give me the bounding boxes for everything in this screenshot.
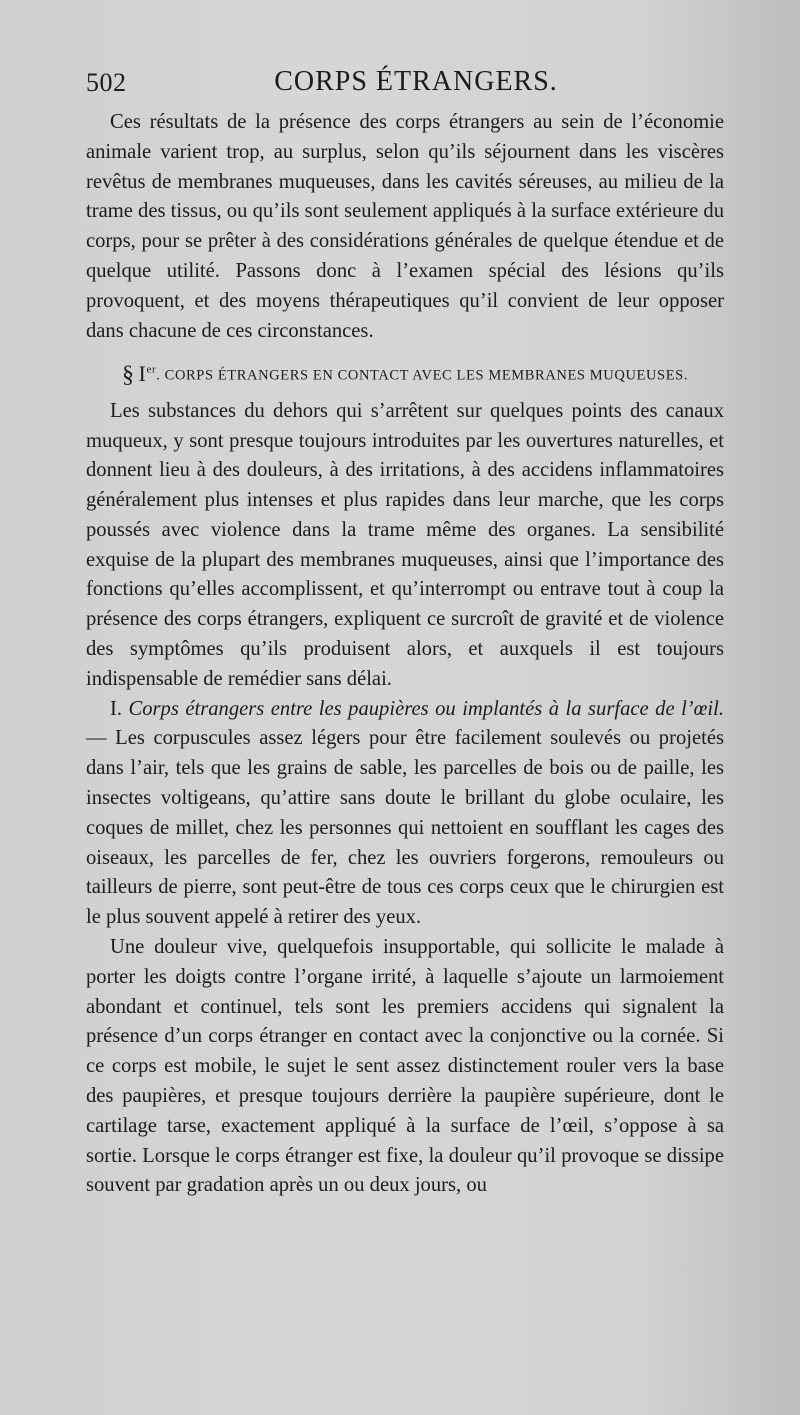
section-title: . CORPS ÉTRANGERS EN CONTACT AVEC LES MEMBRANES MUQUEUSES.	[156, 367, 689, 384]
section-number	[139, 361, 157, 386]
section-number-suffix: er	[146, 363, 157, 376]
paragraph-1: Ces résultats de la présence des corps étrangers au sein de l’économie animale varient trop, au surplus, selon qu’ils séjournent dans les viscères revêtus de membranes muqueuses, dans les cavités séreuses, au milieu de la trame des tissus, ou qu’ils sont seulement appliqués à la surface extérieure du corps, pour se prêter à des considérations générales de quelque étendue et de quelque utilité. Passons donc à l’examen spécial des lésions qu’ils provoquent, et des moyens thérapeutiques qu’il convient de leur opposer dans chacune de ces circonstances.	[86, 111, 724, 342]
paragraph-3-italic-title: Corps étrangers entre les paupières ou implantés à la surface de l’œil.	[128, 697, 724, 720]
page-number: 502	[86, 68, 127, 97]
paragraph-3-label: I.	[110, 697, 129, 720]
page-header	[86, 64, 726, 104]
paragraph-2: Les substances du dehors qui s’arrêtent sur quelques points des canaux muqueux, y sont presque toujours introduites par les ouvertures naturelles, et donnent lieu à des douleurs, à des irritations, à des accidens inflammatoires généralement plus intenses et plus rapides dans leur marche, que les corps poussés avec violence dans la trame même des organes. La sensibilité exquise de la plupart des membranes muqueuses, ainsi que l’importance des fonctions qu’elles accomplissent, et qu’interrompt ou entrave tout à coup la présence des corps étrangers, expliquent ce surcroît de gravité et de violence des symptômes qu’ils produisent alors, et auxquels il est toujours indispensable de remédier sans délai.	[86, 399, 724, 690]
paragraph-3-text: — Les corpuscules assez légers pour être facilement soulevés ou projetés dans l’air, tels que les grains de sable, les parcelles de bois ou de paille, les insectes voltigeans, qu’attire sans doute le brillant du globe oculaire, les coques de millet, chez les personnes qui nettoient en soufflant les cages des oiseaux, les parcelles de fer, chez les ouvriers forgerons, remouleurs ou tailleurs de pierre, sont peut-être de tous ces corps ceux que le chirurgien est le plus souvent appelé à retirer des yeux.	[86, 727, 724, 929]
body-text	[86, 108, 724, 1201]
section-symbol: §	[121, 361, 135, 388]
section-number-roman: I	[138, 360, 147, 386]
paragraph-4: Une douleur vive, quelquefois insupportable, qui sollicite le malade à porter les doigts contre l’organe irrité, à laquelle s’ajoute un larmoiement abondant et continuel, tels sont les premiers accidens qui signalent la présence d’un corps étranger en contact avec la conjonctive ou la cornée. Si ce corps est mobile, le sujet le sent assez distinctement rouler vers la base des paupières, et presque toujours derrière la paupière supérieure, dont le cartilage tarse, exactement appliqué à la surface de l’œil, s’oppose à sa sortie. Lorsque le corps étranger est fixe, la douleur qu’il provoque se dissipe souvent par gradation après un ou deux jours, ou	[86, 936, 724, 1197]
section-heading	[86, 358, 724, 386]
running-title: CORPS ÉTRANGERS.	[274, 66, 558, 97]
paragraph-3	[86, 695, 724, 933]
